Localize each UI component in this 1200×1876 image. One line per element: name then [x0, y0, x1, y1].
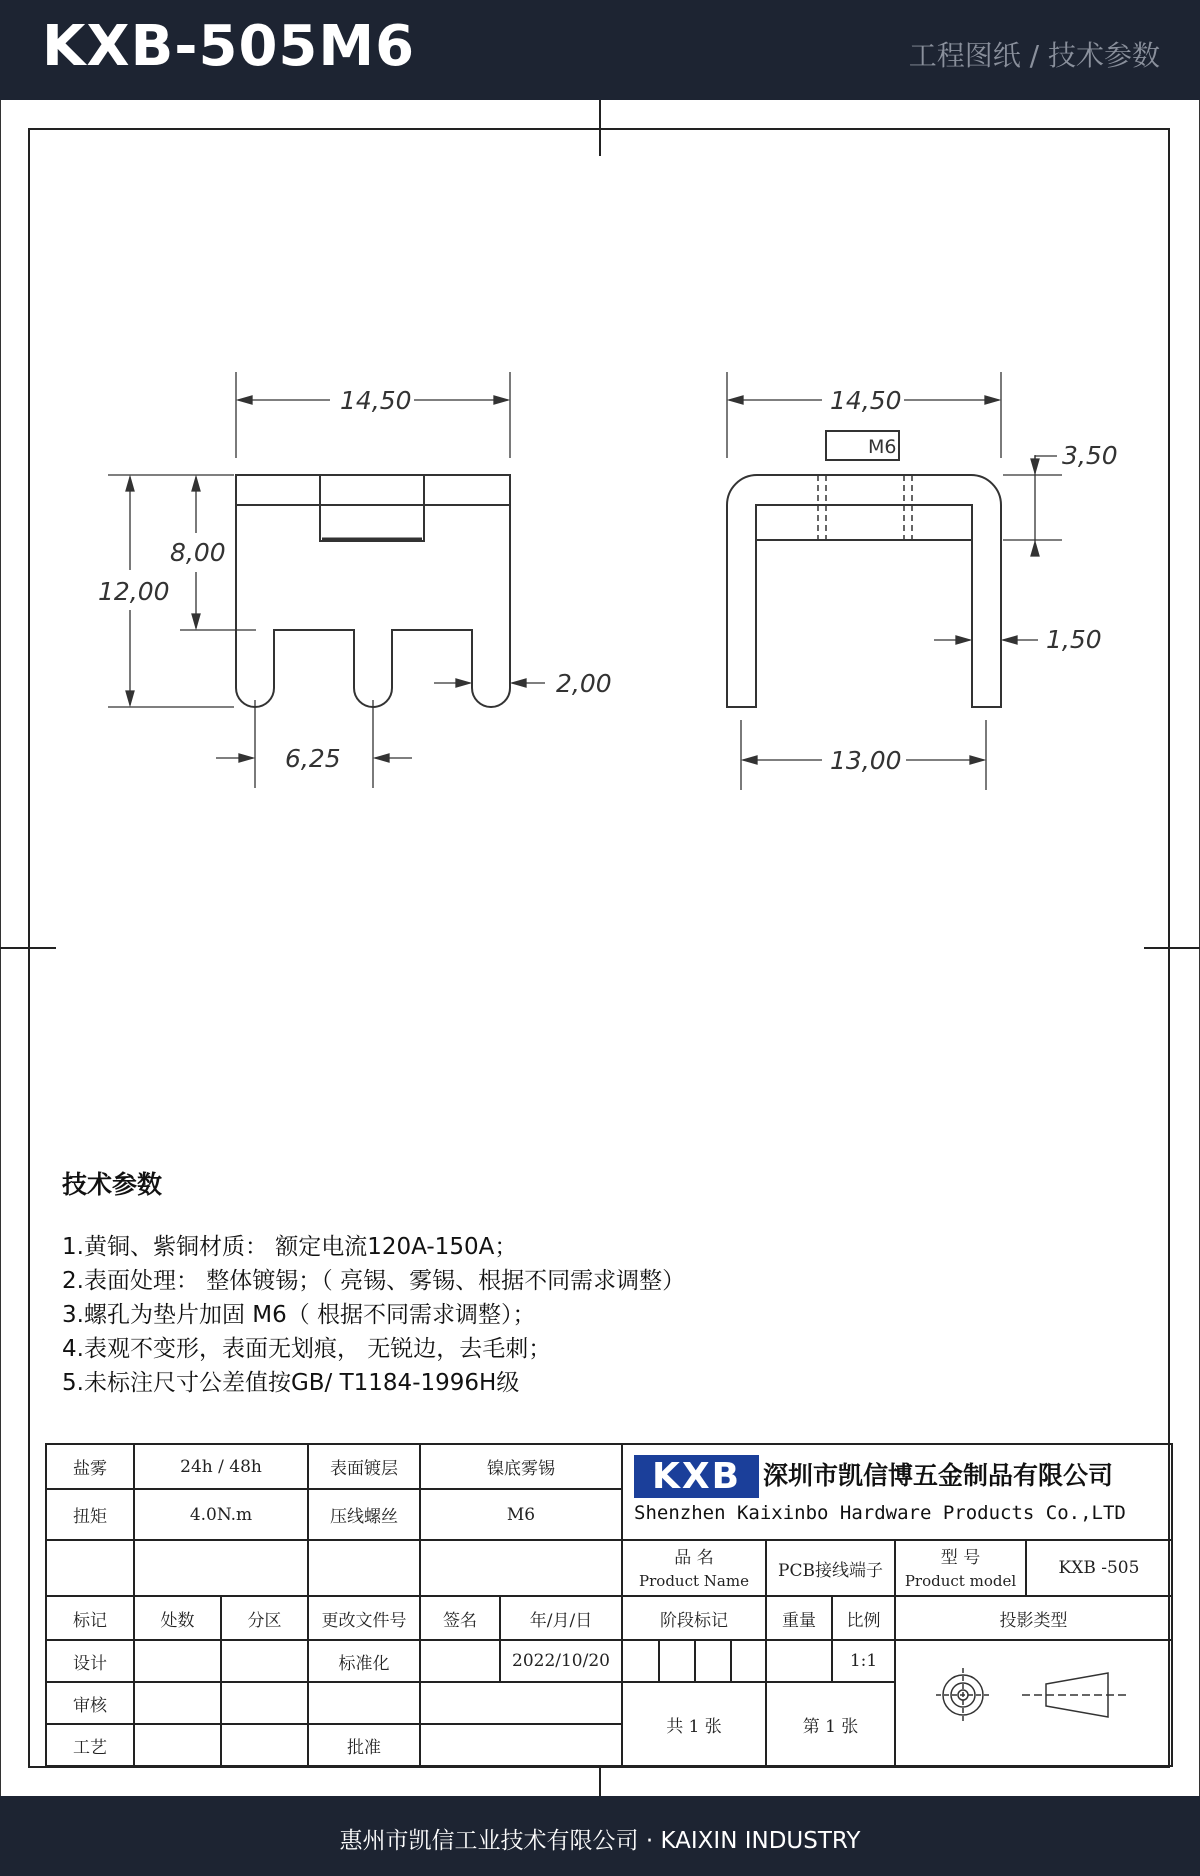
- review-label: 审核: [73, 1695, 107, 1716]
- product-model-title: KXB-505M6: [42, 14, 416, 79]
- dim-top-thickness: 3,50: [1062, 441, 1118, 470]
- spec-item: 5.未标注尺寸公差值按GB/ T1184-1996H级: [62, 1370, 520, 1396]
- model-label-cn: 型 号: [940, 1547, 981, 1568]
- col-mark: 标记: [73, 1610, 107, 1631]
- scale-label: 比例: [846, 1610, 881, 1631]
- front-view-screw-boss: [320, 475, 424, 541]
- date-value: 2022/10/20: [512, 1651, 610, 1671]
- col-sign: 签名: [443, 1610, 477, 1631]
- spec-item: 2.表面处理： 整体镀锡；（ 亮锡、雾锡、根据不同需求调整）: [62, 1268, 686, 1294]
- weight-label: 重量: [782, 1610, 816, 1631]
- dim-wall-thickness: 1,50: [1046, 625, 1102, 654]
- total-sheets: 共 1 张: [666, 1716, 722, 1737]
- projection-symbol: [936, 1668, 1130, 1722]
- front-view-outline: [236, 475, 510, 707]
- sheet-number: 第 1 张: [802, 1716, 859, 1737]
- dim-front-width: 14,50: [340, 386, 412, 415]
- footer-text: 惠州市凯信工业技术有限公司 · KAIXIN INDUSTRY: [339, 1828, 861, 1854]
- technical-specs: [62, 1168, 685, 1400]
- design-label: 设计: [73, 1653, 107, 1674]
- product-name-label-en: Product Name: [639, 1572, 749, 1590]
- approve-label: 批准: [347, 1737, 381, 1758]
- company-name-cn: 深圳市凯信博五金制品有限公司: [763, 1461, 1114, 1490]
- salt-spray-label: 盐雾: [73, 1459, 107, 1479]
- projection-label: 投影类型: [999, 1610, 1068, 1631]
- col-zone: 分区: [247, 1610, 282, 1631]
- scale-value: 1:1: [849, 1651, 878, 1671]
- col-change: 更改文件号: [321, 1610, 407, 1631]
- side-view-nut: [756, 505, 972, 540]
- dim-slot-depth: 8,00: [170, 538, 226, 567]
- stage-mark: 阶段标记: [660, 1610, 728, 1631]
- company-name-en: Shenzhen Kaixinbo Hardware Products Co.,LTD: [634, 1502, 1126, 1524]
- salt-spray-value: 24h / 48h: [180, 1456, 262, 1477]
- torque-value: 4.0N.m: [189, 1504, 253, 1525]
- spec-item: 3.螺孔为垫片加固 M6（ 根据不同需求调整）；: [62, 1302, 536, 1328]
- side-view: [727, 431, 1001, 707]
- dim-front-height: 12,00: [98, 577, 170, 606]
- dim-slot-width: 2,00: [556, 669, 612, 698]
- dim-inner-width: 13,00: [830, 746, 902, 775]
- plating-label: 表面镀层: [330, 1459, 398, 1479]
- torque-label: 扭矩: [73, 1507, 107, 1527]
- product-name-label-cn: 品 名: [674, 1547, 714, 1568]
- spec-item: 1.黄铜、紫铜材质： 额定电流120A-150A；: [62, 1234, 518, 1260]
- plating-value: 镍底雾锡: [487, 1459, 555, 1479]
- model-label-en: Product model: [904, 1572, 1017, 1590]
- footer-bar: [0, 1796, 1200, 1876]
- product-name-value: PCB接线端子: [778, 1560, 883, 1581]
- front-view: [236, 475, 510, 707]
- standardize-label: 标准化: [338, 1653, 390, 1674]
- dim-side-width: 14,50: [830, 386, 902, 415]
- screw-value: M6: [506, 1504, 536, 1525]
- thread-label: M6: [868, 436, 897, 458]
- spec-item: 4.表观不变形，表面无划痕， 无锐边，去毛刺；: [62, 1336, 552, 1362]
- col-count: 处数: [160, 1610, 195, 1631]
- model-value: KXB -505: [1058, 1558, 1140, 1578]
- process-label: 工艺: [73, 1737, 107, 1758]
- company-logo: KXB: [634, 1455, 759, 1498]
- header-subtitle: 工程图纸 / 技术参数: [908, 39, 1160, 72]
- specs-heading: 技术参数: [62, 1170, 163, 1199]
- side-view-outline: [727, 475, 1001, 707]
- dim-pitch: 6,25: [285, 744, 341, 773]
- col-date: 年/月/日: [529, 1610, 593, 1631]
- screw-label: 压线螺丝: [330, 1507, 398, 1527]
